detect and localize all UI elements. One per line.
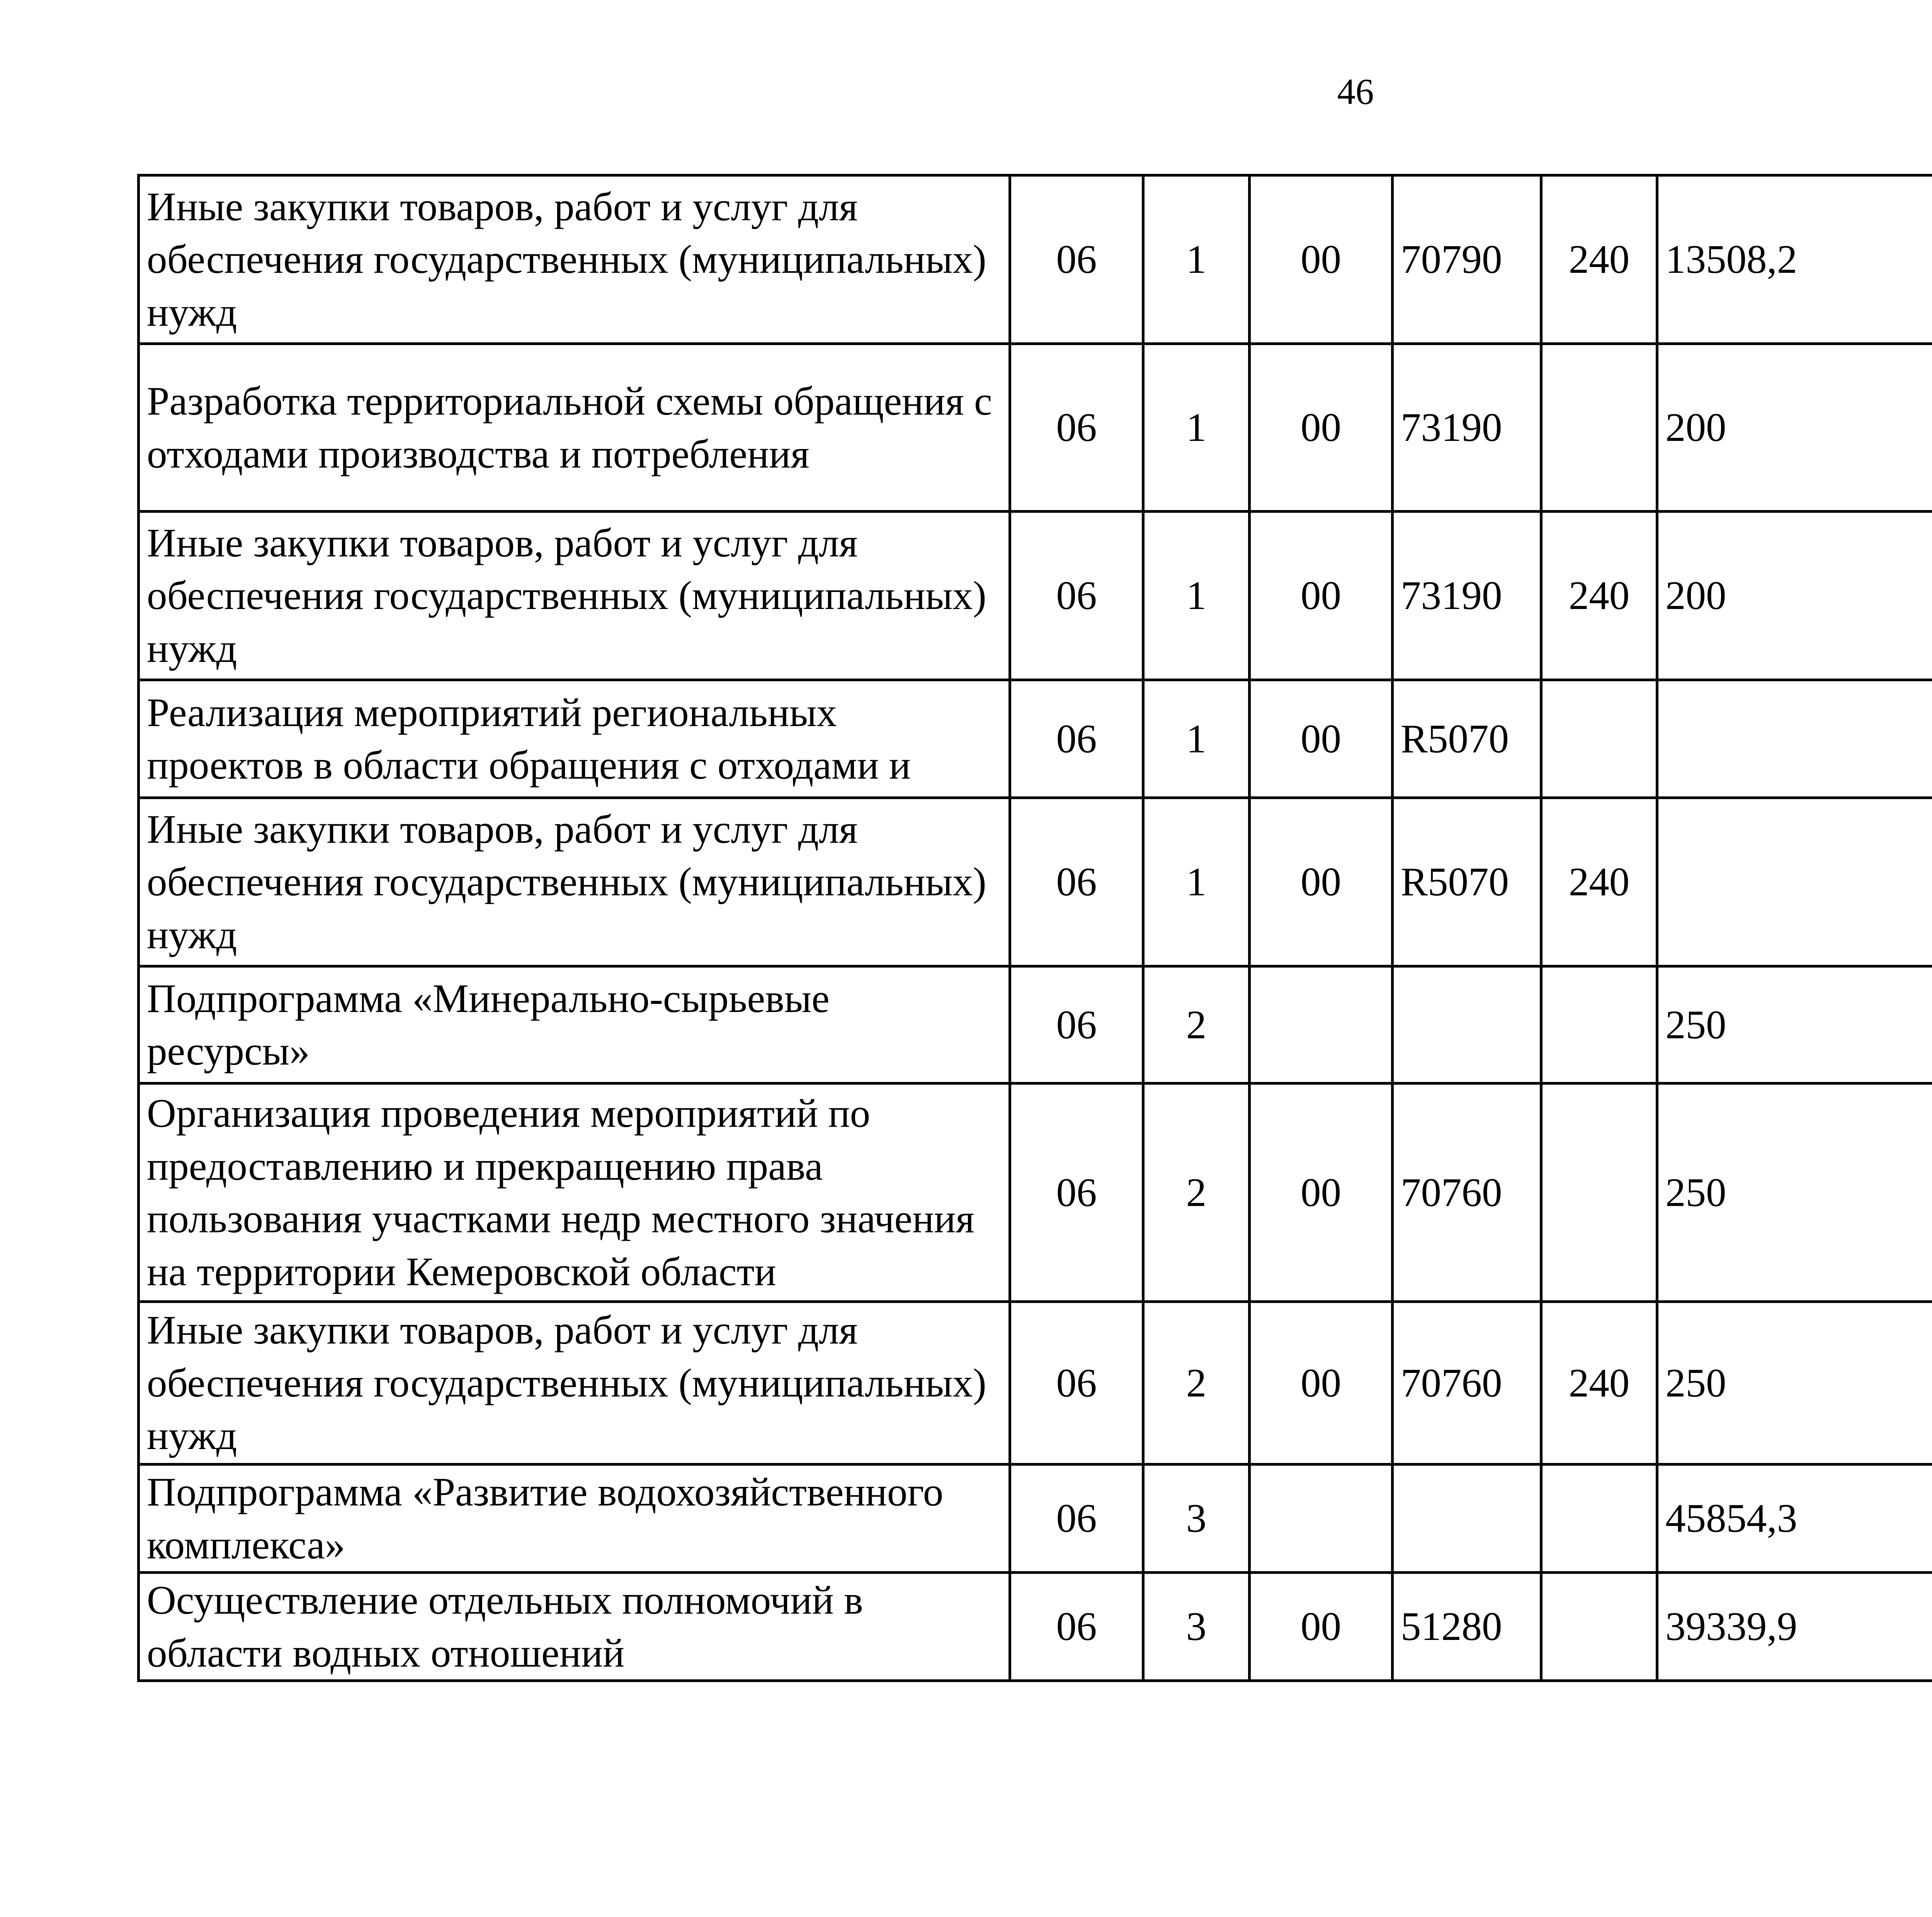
subprogram-code-cell: 2: [1143, 1084, 1250, 1302]
budget-table: [137, 174, 1932, 1682]
subprogram-code-cell: 2: [1143, 966, 1250, 1084]
row-name-cell: Иные закупки товаров, работ и услуг для обеспечения государственных (муниципальных) нужд: [139, 798, 1010, 966]
subprogram-code-cell: 1: [1143, 798, 1250, 966]
amount-year1-cell: 39339,9: [1657, 1573, 1932, 1681]
subprogram-code-cell: 2: [1143, 1302, 1250, 1465]
amount-year1-cell: 45854,3: [1657, 1465, 1932, 1573]
section-code-cell: 06: [1010, 175, 1143, 344]
amount-year1-cell: [1657, 798, 1932, 966]
subprogram-code-cell: 3: [1143, 1465, 1250, 1573]
table-row: [139, 1573, 1932, 1681]
table-row: [139, 175, 1932, 344]
row-name-cell: Иные закупки товаров, работ и услуг для обеспечения государственных (муниципальных) нужд: [139, 175, 1010, 344]
direction-code-cell: 70790: [1393, 175, 1541, 344]
section-code-cell: 06: [1010, 1084, 1143, 1302]
expense-type-cell: [1541, 1465, 1657, 1573]
expense-type-cell: 240: [1541, 798, 1657, 966]
amount-year1-cell: [1657, 680, 1932, 798]
program-code-cell: 00: [1250, 512, 1393, 680]
expense-type-cell: [1541, 344, 1657, 512]
expense-type-cell: [1541, 1573, 1657, 1681]
direction-code-cell: [1393, 966, 1541, 1084]
subprogram-code-cell: 3: [1143, 1573, 1250, 1681]
expense-type-cell: [1541, 966, 1657, 1084]
amount-year1-cell: 250: [1657, 966, 1932, 1084]
row-name-cell: Реализация мероприятий региональных проектов в области обращения с отходами и: [139, 680, 1010, 798]
amount-year1-cell: 250: [1657, 1084, 1932, 1302]
table-row: [139, 344, 1932, 512]
budget-table-body: [139, 175, 1932, 1681]
expense-type-cell: 240: [1541, 1302, 1657, 1465]
direction-code-cell: [1393, 1465, 1541, 1573]
direction-code-cell: R5070: [1393, 680, 1541, 798]
amount-year1-cell: 13508,2: [1657, 175, 1932, 344]
expense-type-cell: [1541, 680, 1657, 798]
direction-code-cell: 70760: [1393, 1302, 1541, 1465]
direction-code-cell: 73190: [1393, 344, 1541, 512]
program-code-cell: [1250, 966, 1393, 1084]
section-code-cell: 06: [1010, 1302, 1143, 1465]
row-name-cell: Подпрограмма «Минерально-сырьевые ресурсы»: [139, 966, 1010, 1084]
table-row: [139, 512, 1932, 680]
row-name-cell: Организация проведения мероприятий по предоставлению и прекращению права пользования участками недр местного значения на территории Кемеровской области: [139, 1084, 1010, 1302]
section-code-cell: 06: [1010, 680, 1143, 798]
program-code-cell: 00: [1250, 798, 1393, 966]
amount-year1-cell: 200: [1657, 512, 1932, 680]
subprogram-code-cell: 1: [1143, 344, 1250, 512]
program-code-cell: 00: [1250, 175, 1393, 344]
program-code-cell: 00: [1250, 1573, 1393, 1681]
amount-year1-cell: 200: [1657, 344, 1932, 512]
direction-code-cell: R5070: [1393, 798, 1541, 966]
table-row: [139, 680, 1932, 798]
section-code-cell: 06: [1010, 1573, 1143, 1681]
section-code-cell: 06: [1010, 512, 1143, 680]
expense-type-cell: [1541, 1084, 1657, 1302]
direction-code-cell: 51280: [1393, 1573, 1541, 1681]
row-name-cell: Разработка территориальной схемы обращения с отходами производства и потребления: [139, 344, 1010, 512]
program-code-cell: 00: [1250, 1302, 1393, 1465]
section-code-cell: 06: [1010, 1465, 1143, 1573]
direction-code-cell: 70760: [1393, 1084, 1541, 1302]
table-row: [139, 1084, 1932, 1302]
expense-type-cell: 240: [1541, 512, 1657, 680]
table-row: [139, 966, 1932, 1084]
subprogram-code-cell: 1: [1143, 512, 1250, 680]
section-code-cell: 06: [1010, 344, 1143, 512]
section-code-cell: 06: [1010, 798, 1143, 966]
table-row: [139, 1465, 1932, 1573]
subprogram-code-cell: 1: [1143, 680, 1250, 798]
row-name-cell: Иные закупки товаров, работ и услуг для обеспечения государственных (муниципальных) нужд: [139, 512, 1010, 680]
program-code-cell: [1250, 1465, 1393, 1573]
page-number: 46: [1337, 71, 1374, 112]
program-code-cell: 00: [1250, 344, 1393, 512]
table-row: [139, 1302, 1932, 1465]
direction-code-cell: 73190: [1393, 512, 1541, 680]
program-code-cell: 00: [1250, 1084, 1393, 1302]
expense-type-cell: 240: [1541, 175, 1657, 344]
program-code-cell: 00: [1250, 680, 1393, 798]
row-name-cell: Подпрограмма «Развитие водохозяйственного комплекса»: [139, 1465, 1010, 1573]
section-code-cell: 06: [1010, 966, 1143, 1084]
amount-year1-cell: 250: [1657, 1302, 1932, 1465]
table-row: [139, 798, 1932, 966]
subprogram-code-cell: 1: [1143, 175, 1250, 344]
row-name-cell: Иные закупки товаров, работ и услуг для обеспечения государственных (муниципальных) нужд: [139, 1302, 1010, 1465]
row-name-cell: Осуществление отдельных полномочий в области водных отношений: [139, 1573, 1010, 1681]
